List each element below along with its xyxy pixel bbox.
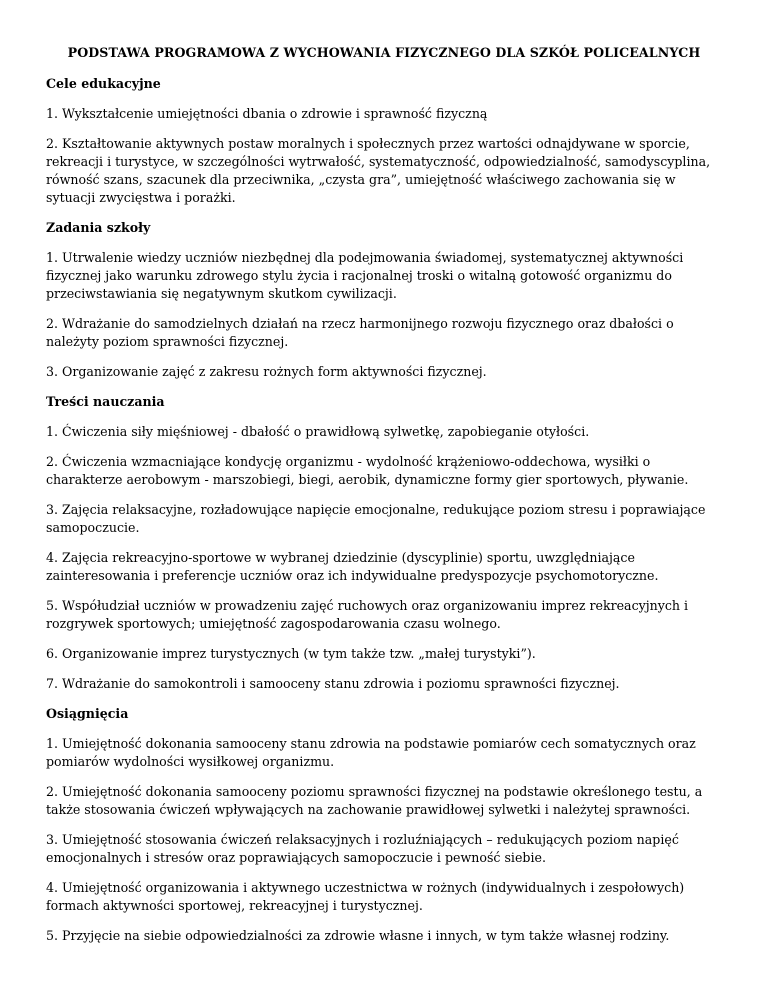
section-tresci-nauczania [46,393,722,693]
paragraph: 1. Ćwiczenia siły mięśniowej - dbałość o prawidłową sylwetkę, zapobieganie otyłości. [46,424,590,439]
paragraph: 6. Organizowanie imprez turystycznych (w tym także tzw. „małej turystyki”). [46,646,536,661]
section-heading: Cele edukacyjne [46,76,161,91]
document-title: PODSTAWA PROGRAMOWA Z WYCHOWANIA FIZYCZNEGO DLA SZKÓŁ POLICEALNYCH [67,45,701,60]
paragraph: 4. Zajęcia rekreacyjno-sportowe w wybranej dziedzinie (dyscyplinie) sportu, uwzględniające zainteresowania i preferencje uczniów oraz ich indywidualne predyspozycje psychomotoryczne. [46,550,659,583]
paragraph: 2. Wdrażanie do samodzielnych działań na rzecz harmonijnego rozwoju fizycznego oraz dbałości o należyty poziom sprawności fizycznej. [46,316,674,349]
paragraph: 5. Przyjęcie na siebie odpowiedzialności za zdrowie własne i innych, w tym także własnej rodziny. [46,928,670,943]
section-heading: Treści nauczania [46,394,165,409]
paragraph: 1. Wykształcenie umiejętności dbania o zdrowie i sprawność fizyczną [46,106,488,121]
paragraph: 2. Ćwiczenia wzmacniające kondycję organizmu - wydolność krążeniowo-oddechowa, wysiłki o charakterze aerobowym - marszobiegi, biegi, aerobik, dynamiczne formy gier sportowych, pływanie. [46,454,689,487]
section-heading: Osiągnięcia [46,706,129,721]
section-cele-edukacyjne [46,75,722,207]
paragraph: 3. Organizowanie zajęć z zakresu rożnych form aktywności fizycznej. [46,364,487,379]
paragraph: 1. Utrwalenie wiedzy uczniów niezbędnej dla podejmowania świadomej, systematycznej aktywności fizycznej jako warunku zdrowego stylu życia i racjonalnej troski o witalną gotowość organizmu do przeciwstawiania się negatywnym skutkom cywilizacji. [46,250,684,301]
paragraph: 3. Umiejętność stosowania ćwiczeń relaksacyjnych i rozluźniających – redukujących poziom napięć emocjonalnych i stresów oraz poprawiających samopoczucie i pewność siebie. [46,832,679,865]
paragraph: 2. Umiejętność dokonania samooceny poziomu sprawności fizycznej na podstawie określonego testu, a także stosowania ćwiczeń wpływających na zachowanie prawidłowej sylwetki i należytej sprawności. [46,784,703,817]
paragraph: 4. Umiejętność organizowania i aktywnego uczestnictwa w rożnych (indywidualnych i zespołowych) formach aktywności sportowej, rekreacyjnej i turystycznej. [46,880,685,913]
paragraph: 2. Kształtowanie aktywnych postaw moralnych i społecznych przez wartości odnajdywane w sporcie, rekreacji i turystyce, w szczególności wytrwałość, systematyczność, odpowiedzialność, samodyscyplina, równość szans, szacunek dla przeciwnika, „czysta gra”, umiejętność właściwego zachowania się w sytuacji zwycięstwa i porażki. [46,136,711,205]
paragraph: 5. Współudział uczniów w prowadzeniu zajęć ruchowych oraz organizowaniu imprez rekreacyjnych i rozgrywek sportowych; umiejętność zagospodarowania czasu wolnego. [46,598,689,631]
paragraph: 7. Wdrażanie do samokontroli i samooceny stanu zdrowia i poziomu sprawności fizycznej. [46,676,620,691]
section-osiagniecia [46,705,722,945]
section-heading: Zadania szkoły [46,220,151,235]
paragraph: 1. Umiejętność dokonania samooceny stanu zdrowia na podstawie pomiarów cech somatycznych oraz pomiarów wydolności wysiłkowej organizmu. [46,736,696,769]
paragraph: 3. Zajęcia relaksacyjne, rozładowujące napięcie emocjonalne, redukujące poziom stresu i poprawiające samopoczucie. [46,502,706,535]
section-zadania-szkoly [46,219,722,381]
